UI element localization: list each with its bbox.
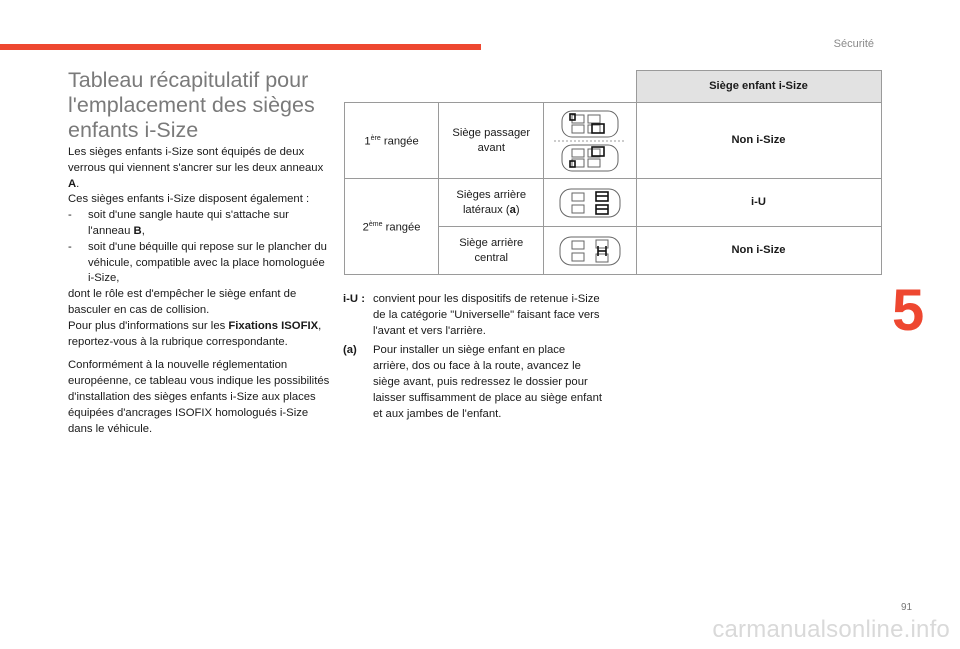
compat-value: i-U — [636, 179, 881, 227]
paragraph: Les sièges enfants i-Size sont équipés de deux verrous qui viennent s'ancrer sur les deux anneaux A. — [68, 146, 324, 190]
isize-seat-table — [344, 70, 882, 275]
watermark: carmanualsonline.info — [712, 616, 950, 643]
compat-value: Non i-Size — [636, 227, 881, 275]
paragraph: Conformément à la nouvelle réglementation européenne, ce tableau vous indique les possibilités d'installation des sièges enfants i-Size aux places équipées d'ancrages ISOFIX homologués i-Size dans le véhicule. — [68, 359, 330, 435]
paragraph: Ces sièges enfants i-Size disposent également : — [68, 193, 310, 206]
table-notes — [343, 292, 603, 426]
list-item: - soit d'une béquille qui repose sur le plancher du véhicule, compatible avec la place homologuée i-Size, — [68, 240, 327, 285]
car-rear-center-seat-icon — [544, 227, 636, 275]
list-item: - soit d'une sangle haute qui s'attache sur l'anneau B, — [68, 209, 289, 237]
row-label: 2ème rangée — [345, 179, 439, 275]
row-label: 1ère rangée — [345, 103, 439, 179]
note-iu: i-U : convient pour les dispositifs de retenue i-Size de la catégorie "Universelle" faisant face vers l'avant et vers l'arrière. — [343, 293, 600, 337]
paragraph: Pour plus d'informations sur les Fixations ISOFIX, reportez-vous à la rubrique correspondante. — [68, 319, 322, 348]
page-number: 91 — [901, 602, 913, 613]
intro-text — [68, 145, 330, 437]
seat-label: Siège arrière central — [439, 227, 544, 275]
top-accent-bar — [0, 44, 481, 50]
car-rear-side-seats-icon — [544, 179, 636, 227]
compat-value: Non i-Size — [636, 103, 881, 179]
chapter-number: 5 — [892, 278, 925, 343]
note-a: (a) Pour installer un siège enfant en place arrière, dos ou face à la route, avancez le siège avant, puis redressez le dossier pour laisser suffisamment de place au siège enfant et aux jambes de l'enfant. — [343, 344, 602, 420]
seat-label: Sièges arrière latéraux (a) — [439, 179, 544, 227]
section-label: Sécurité — [833, 38, 874, 50]
paragraph: dont le rôle est d'empêcher le siège enfant de basculer en cas de collision. — [68, 288, 297, 316]
seat-label: Siège passager avant — [439, 103, 544, 179]
table-header: Siège enfant i-Size — [636, 71, 881, 103]
page-title: Tableau récapitulatif pour l'emplacement des sièges enfants i-Size — [68, 68, 315, 142]
car-front-passenger-seat-icon — [544, 103, 636, 179]
